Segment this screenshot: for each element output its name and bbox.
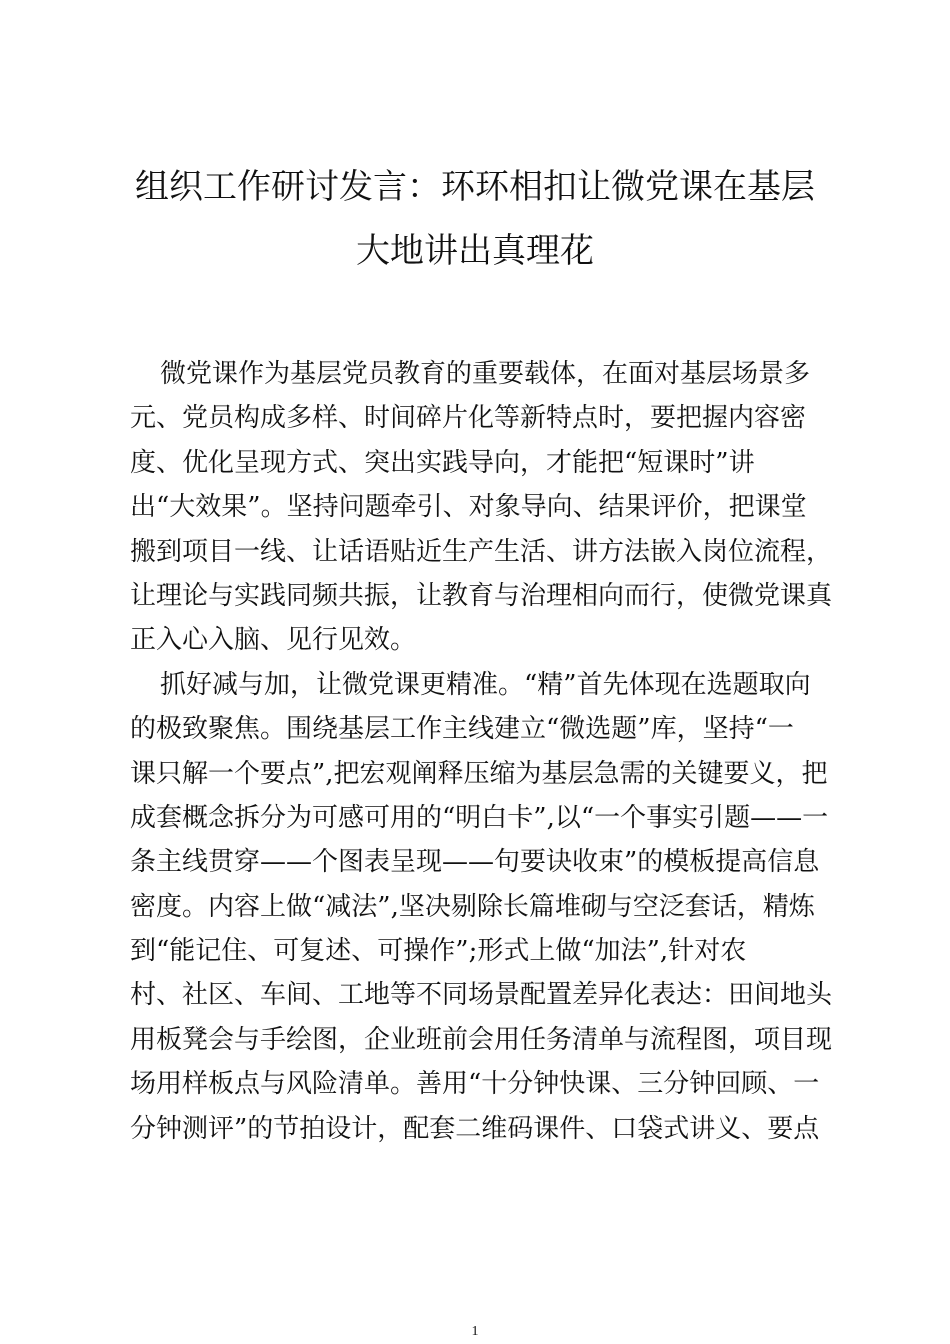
document-body	[130, 352, 833, 1151]
title-line-1: 组织工作研讨发言：环环相扣让微党课在基层	[135, 167, 815, 207]
text-line: 村、社区、车间、工地等不同场景配置差异化表达：田间地头	[130, 980, 833, 1011]
document-title	[0, 155, 950, 283]
page-number: 1	[471, 1324, 479, 1339]
text-line: 出“大效果”。坚持问题牵引、对象导向、结果评价，把课堂	[130, 492, 807, 523]
text-line: 抓好减与加，让微党课更精准。“精”首先体现在选题取向	[160, 669, 811, 700]
text-line: 密度。内容上做“减法”,坚决剔除长篇堆砌与空泛套话，精炼	[130, 891, 815, 922]
text-line: 度、优化呈现方式、突出实践导向，才能把“短课时”讲	[130, 447, 755, 478]
text-line: 课只解一个要点”,把宏观阐释压缩为基层急需的关键要义，把	[130, 758, 828, 789]
text-line: 成套概念拆分为可感可用的“明白卡”,以“一个事实引题——一	[130, 802, 829, 833]
text-line: 用板凳会与手绘图，企业班前会用任务清单与流程图，项目现	[130, 1024, 833, 1055]
text-line: 条主线贯穿——个图表呈现——句要诀收束”的模板提高信息	[130, 847, 820, 878]
title-line-2: 大地讲出真理花	[356, 231, 594, 271]
paragraph-2	[130, 663, 833, 1151]
text-line: 正入心入脑、见行见效。	[130, 625, 417, 656]
text-line: 微党课作为基层党员教育的重要载体，在面对基层场景多	[160, 359, 811, 389]
paragraph-1	[130, 352, 833, 663]
text-line: 让理论与实践同频共振，让教育与治理相向而行，使微党课真	[130, 580, 833, 611]
text-line: 分钟测评”的节拍设计，配套二维码课件、口袋式讲义、要点	[130, 1113, 820, 1144]
text-line: 元、党员构成多样、时间碎片化等新特点时，要把握内容密	[130, 403, 807, 434]
text-line: 的极致聚焦。围绕基层工作主线建立“微选题”库，坚持“一	[130, 714, 794, 745]
text-line: 搬到项目一线、让话语贴近生产生活、讲方法嵌入岗位流程，	[130, 536, 833, 567]
text-line: 到“能记住、可复述、可操作”;形式上做“加法”,针对农	[130, 936, 747, 967]
text-line: 场用样板点与风险清单。善用“十分钟快课、三分钟回顾、一	[130, 1069, 820, 1100]
